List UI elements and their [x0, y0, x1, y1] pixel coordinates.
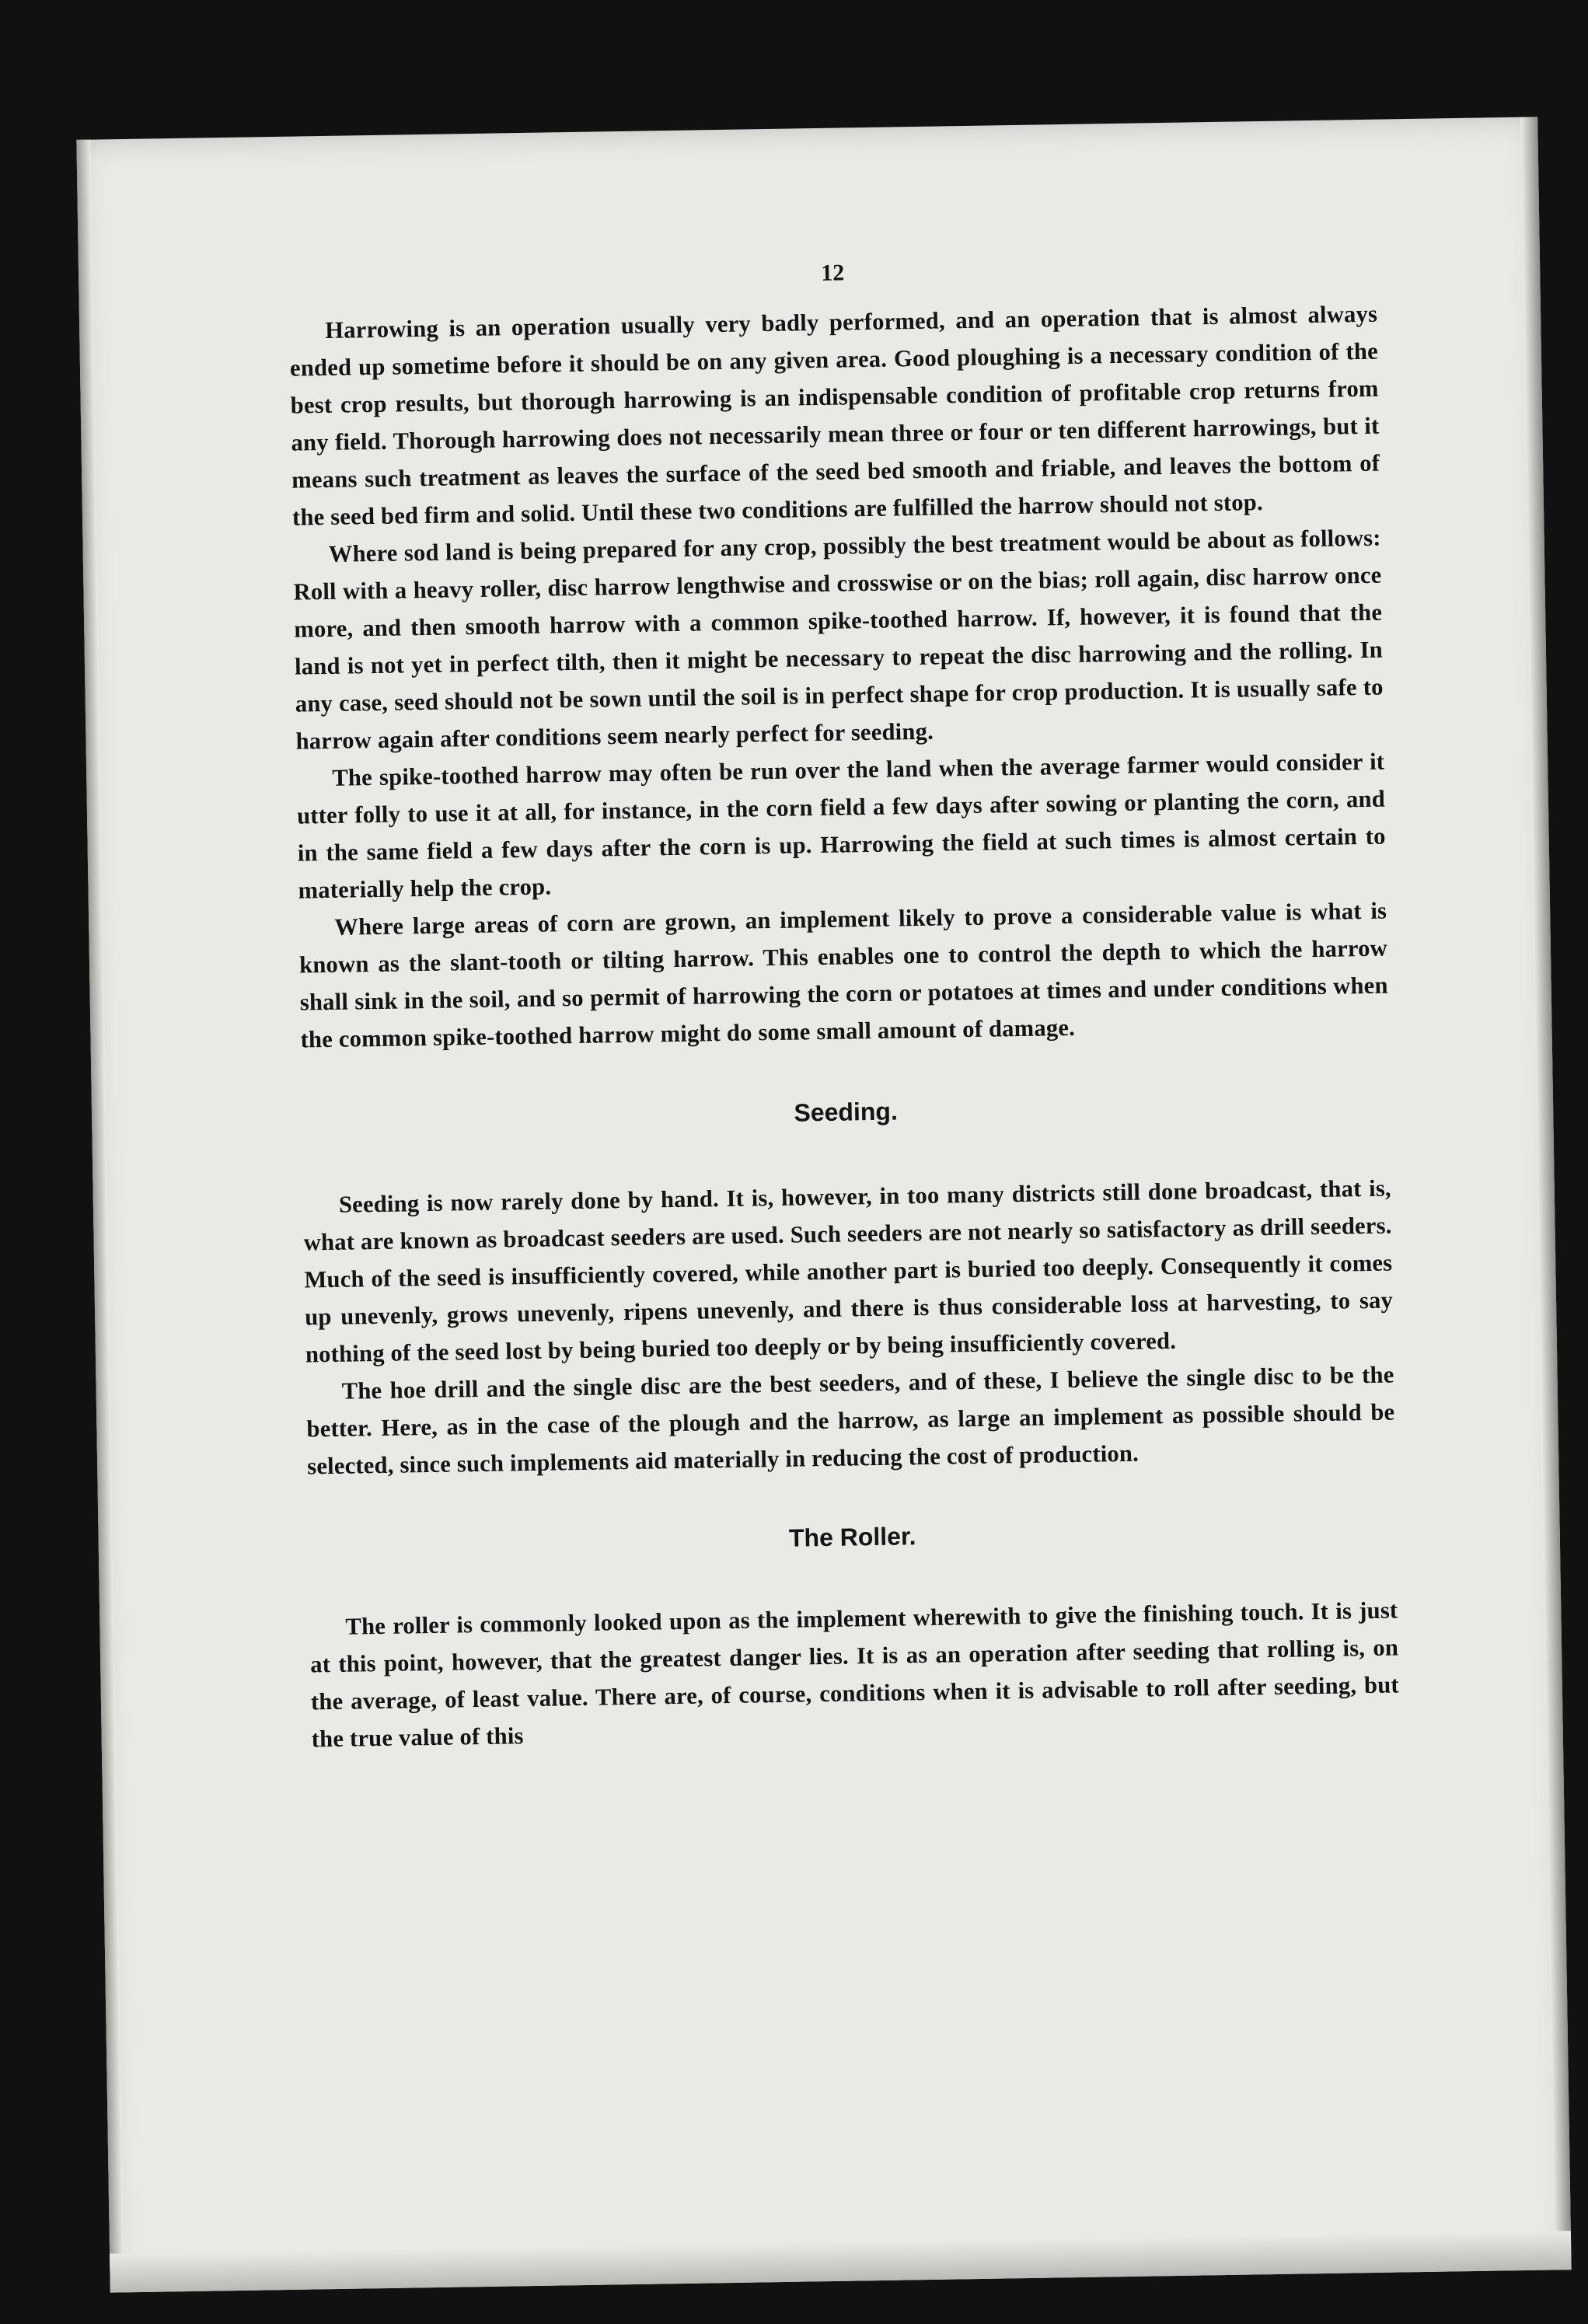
paragraph-roller-1: The roller is commonly looked upon as the implement wherewith to give the finishing touch. It is just at this point, however, that the greatest danger lies. It is as an operation after seeding that rolling is, on the average, of least value. There are, of course, conditions when it is advisable to roll after seeding, but the true value of this — [309, 1596, 1400, 1753]
section-heading-seeding: Seeding. — [794, 1097, 899, 1127]
paragraph-harrowing-2: Where sod land is being prepared for any crop, possibly the best treatment would be about as follows: Roll with a heavy roller, disc harrow lengthwise and crosswise or on the bias; roll again, disc harrow once more, and then smooth harrow with a common spike-toothed harrow. If, however, it is found that the land is not yet in perfect tilth, then it might be necessary to repeat the disc harrowing and the rolling. In any case, seed should not be sown until the soil is in perfect shape for crop production. It is usually safe to harrow again after conditions seem nearly perfect for seeding. — [293, 524, 1384, 755]
paragraph-harrowing-4: Where large areas of corn are grown, an implement likely to prove a considerable value is what is known as the slant-tooth or tilting harrow. This enables one to control the depth to which the harrow shall sink in the soil, and so permit of harrowing the corn or potatoes at times and under conditions when the common spike-toothed harrow might do some small amount of damage. — [298, 897, 1388, 1053]
section-heading-roller: The Roller. — [788, 1522, 916, 1552]
book-page — [76, 117, 1571, 2292]
paragraph-harrowing-1: Harrowing is an operation usually very badly performed, and an operation that is almost always ended up sometime before it should be on any given area. Good ploughing is a necessary condition of the best crop results, but thorough harrowing is an indispensable condition of profitable crop returns from any field. Thorough harrowing does not necessarily mean three or four or ten different harrowings, but it means such treatment as leaves the surface of the seed bed smooth and friable, and leaves the bottom of the seed bed firm and solid. Until these two conditions are fulfilled the harrow should not stop. — [289, 300, 1380, 531]
paragraph-harrowing-3: The spike-toothed harrow may often be run over the land when the average farmer would consider it utter folly to use it at all, for instance, in the corn field a few days after sowing or planting the corn, and in the same field a few days after the corn is up. Harrowing the field at such times is almost certain to materially help the crop. — [296, 748, 1386, 904]
paragraph-seeding-2: The hoe drill and the single disc are the best seeders, and of these, I believe the single disc to be the better. Here, as in the case of the plough and the harrow, as large an implement as possible should be selected, since such implements aid materially in reducing the cost of production. — [306, 1361, 1395, 1480]
page-number: 12 — [820, 260, 845, 286]
page-content — [288, 252, 1400, 1758]
paragraph-seeding-1: Seeding is now rarely done by hand. It is, however, in too many districts still done broadcast, that is, what are known as broadcast seeders are used. Such seeders are not nearly so satisfactory as drill seeders. Much of the seed is insufficiently covered, while another part is buried too deeply. Consequently it comes up unevenly, grows unevenly, ripens unevenly, and there is thus considerable loss at harvesting, to say nothing of the seed lost by being buried too deeply or by being insufficiently covered. — [303, 1174, 1394, 1368]
